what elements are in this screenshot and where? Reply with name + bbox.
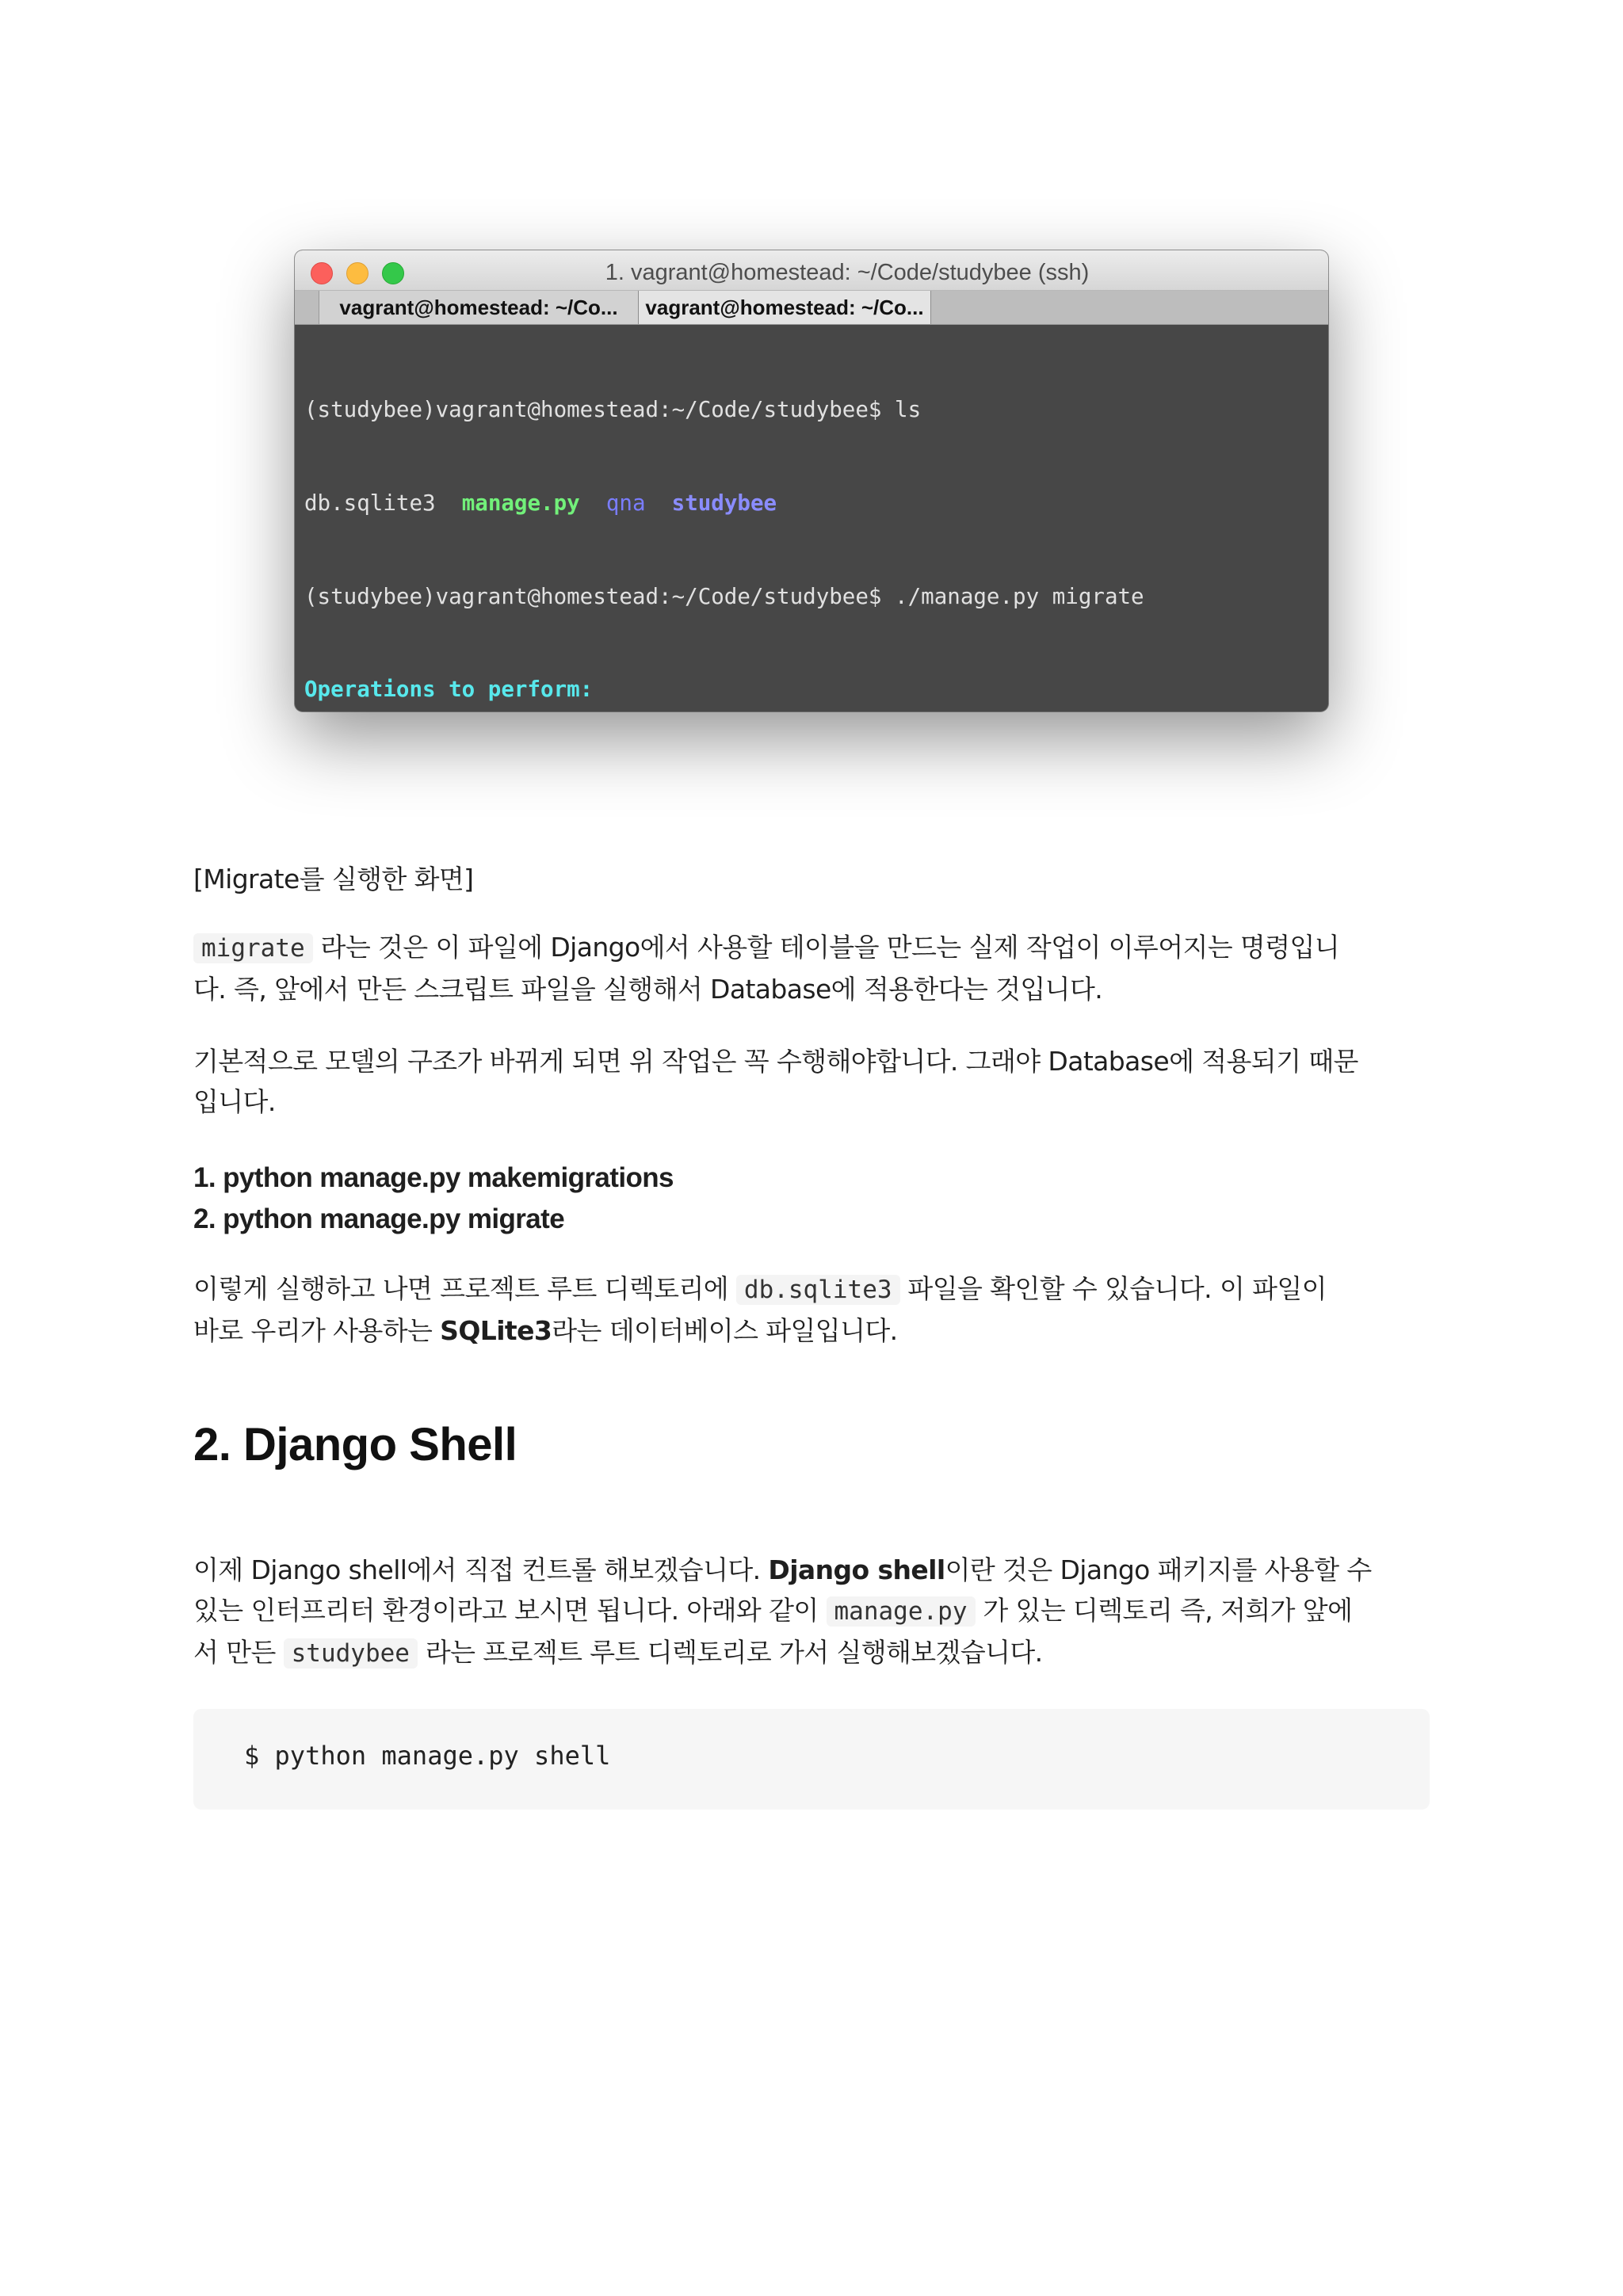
- inline-code: manage.py: [827, 1596, 976, 1627]
- inline-code: db.sqlite3: [736, 1275, 900, 1305]
- terminal-tab-bar: [295, 291, 1328, 325]
- text-span: 있는 인터프리터 환경이라고 보시면 됩니다. 아래와 같이: [193, 1595, 827, 1626]
- paragraph-django-shell: [193, 1550, 1430, 1674]
- terminal-line: [304, 488, 1319, 519]
- paragraph-line: [193, 1632, 1430, 1674]
- terminal-tab-2[interactable]: vagrant@homestead: ~/Co...: [638, 291, 931, 324]
- inline-code: studybee: [284, 1638, 418, 1669]
- code-block: [193, 1709, 1430, 1810]
- dir-qna: qna: [605, 490, 646, 516]
- paragraph-line: 다. 즉, 앞에서 만든 스크립트 파일을 실행해서 Database에 적용한다는 것입니다.: [193, 974, 1103, 1005]
- paragraph-line: [193, 1310, 1430, 1351]
- paragraph-sqlite: [193, 1268, 1430, 1351]
- dir-studybee: studybee: [671, 490, 777, 516]
- figure-caption: [Migrate를 실행한 화면]: [193, 864, 474, 894]
- paragraph-migrate: [193, 927, 1430, 1009]
- code-block-text: $ python manage.py shell: [244, 1741, 611, 1771]
- text-span: 라는 것은 이 파일에 Django에서 사용할 테이블을 만드는 실제 작업이 이루어지는 명령입니: [312, 932, 1340, 963]
- text-span: 이렇게 실행하고 나면 프로젝트 루트 디렉토리에: [193, 1273, 736, 1304]
- terminal-line: (studybee)vagrant@homestead:~/Code/studybee$ ./manage.py migrate: [304, 583, 1144, 609]
- bold-text: SQLite3: [440, 1315, 552, 1346]
- terminal-screenshot: [295, 250, 1328, 711]
- paragraph-model-change: [193, 1041, 1430, 1122]
- step-item: 2. python manage.py migrate: [193, 1203, 565, 1234]
- paragraph-line: [193, 1268, 1430, 1310]
- section-heading: 2. Django Shell: [193, 1419, 517, 1470]
- step-item: 1. python manage.py makemigrations: [193, 1162, 674, 1193]
- terminal-window-title: 1. vagrant@homestead: ~/Code/studybee (ssh): [605, 260, 1090, 285]
- paragraph-line: 입니다.: [193, 1086, 276, 1117]
- terminal-line: Operations to perform:: [304, 677, 594, 703]
- text-span: 파일을 확인할 수 있습니다. 이 파일이: [899, 1273, 1327, 1304]
- text-span: 바로 우리가 사용하는: [193, 1315, 441, 1346]
- steps-list: [193, 1158, 1430, 1240]
- paragraph-line: [193, 927, 1430, 969]
- file-db: db.sqlite3: [304, 490, 436, 516]
- paragraph-line: [193, 1590, 1430, 1632]
- text-span: 라는 데이터베이스 파일입니다.: [552, 1315, 898, 1346]
- terminal-tab-1[interactable]: vagrant@homestead: ~/Co...: [319, 291, 638, 324]
- text-span: 이제 Django shell에서 직접 컨트롤 해보겠습니다.: [193, 1554, 769, 1585]
- terminal-titlebar: [295, 250, 1328, 291]
- text-span: 가 있는 디렉토리 즉, 저희가 앞에: [975, 1595, 1353, 1626]
- paragraph-line: [193, 1550, 1430, 1590]
- paragraph-line: 기본적으로 모델의 구조가 바뀌게 되면 위 작업은 꼭 수행해야합니다. 그래야 Database에 적용되기 때문: [193, 1046, 1358, 1077]
- text-span: 라는 프로젝트 루트 디렉토리로 가서 실행해보겠습니다.: [417, 1637, 1043, 1668]
- text-span: 서 만든: [193, 1637, 284, 1668]
- file-manage: manage.py: [461, 490, 580, 516]
- terminal-output: [304, 333, 1319, 711]
- terminal-line: (studybee)vagrant@homestead:~/Code/studybee$ ls: [304, 397, 922, 423]
- inline-code: migrate: [193, 933, 313, 963]
- text-span: 이란 것은 Django 패키지를 사용할 수: [945, 1554, 1372, 1585]
- bold-text: Django shell: [768, 1554, 945, 1585]
